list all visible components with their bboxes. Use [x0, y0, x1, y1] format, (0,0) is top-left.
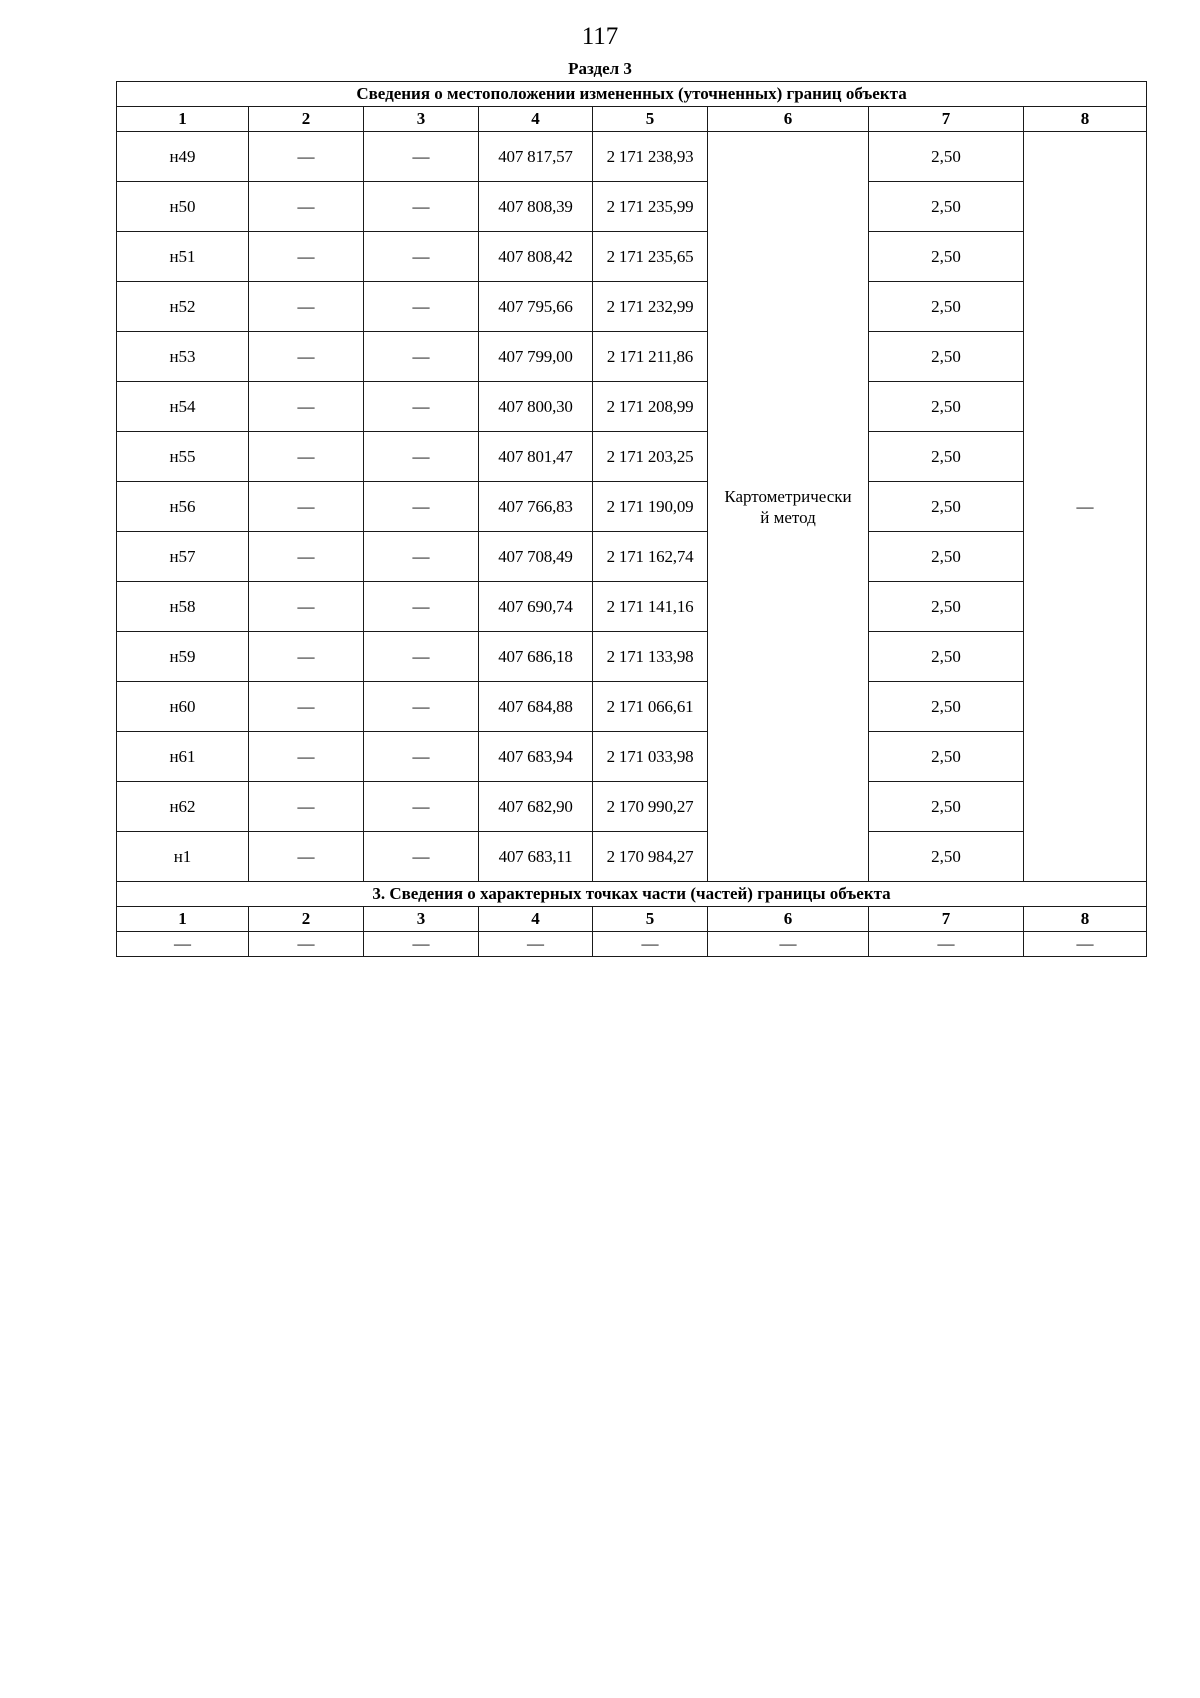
- method-cell: [708, 132, 869, 882]
- method-line-1: Картометрически: [724, 486, 852, 506]
- accuracy-value: 2,50: [869, 232, 1024, 282]
- point-name: н61: [117, 732, 249, 782]
- col3-value: —: [364, 682, 479, 732]
- column-number: 6: [708, 107, 869, 132]
- point-name: н1: [117, 832, 249, 882]
- y-coordinate: 2 171 232,99: [593, 282, 708, 332]
- col3-value: —: [364, 582, 479, 632]
- y-coordinate: 2 171 203,25: [593, 432, 708, 482]
- parts-title-row: [117, 882, 1147, 907]
- accuracy-value: 2,50: [869, 632, 1024, 682]
- x-coordinate: 407 799,00: [479, 332, 593, 382]
- accuracy-value: 2,50: [869, 182, 1024, 232]
- accuracy-value: 2,50: [869, 832, 1024, 882]
- point-name: н62: [117, 782, 249, 832]
- y-coordinate: 2 171 033,98: [593, 732, 708, 782]
- point-name: н57: [117, 532, 249, 582]
- page-number: 117: [581, 23, 619, 50]
- y-coordinate: 2 171 162,74: [593, 532, 708, 582]
- y-coordinate: 2 171 190,09: [593, 482, 708, 532]
- x-coordinate: 407 817,57: [479, 132, 593, 182]
- accuracy-value: 2,50: [869, 532, 1024, 582]
- point-name: н52: [117, 282, 249, 332]
- col2-value: —: [249, 582, 364, 632]
- point-name: н55: [117, 432, 249, 482]
- col3-value: —: [364, 182, 479, 232]
- point-name: н51: [117, 232, 249, 282]
- y-coordinate: 2 170 984,27: [593, 832, 708, 882]
- parts-values-row: [117, 932, 1147, 957]
- parts-title: 3. Сведения о характерных точках части (частей) границы объекта: [117, 882, 1147, 907]
- column-numbers-row: [117, 107, 1147, 132]
- point-name: н50: [117, 182, 249, 232]
- accuracy-value: 2,50: [869, 582, 1024, 632]
- x-coordinate: 407 795,66: [479, 282, 593, 332]
- accuracy-value: 2,50: [869, 732, 1024, 782]
- x-coordinate: 407 684,88: [479, 682, 593, 732]
- column-number: 5: [593, 907, 708, 932]
- col3-value: —: [364, 432, 479, 482]
- table-row: [117, 132, 1147, 182]
- x-coordinate: 407 682,90: [479, 782, 593, 832]
- table-row: [117, 532, 1147, 582]
- parts-value: —: [708, 932, 869, 957]
- col2-value: —: [249, 282, 364, 332]
- accuracy-value: 2,50: [869, 782, 1024, 832]
- y-coordinate: 2 171 235,65: [593, 232, 708, 282]
- y-coordinate: 2 171 066,61: [593, 682, 708, 732]
- column-number: 7: [869, 107, 1024, 132]
- col3-value: —: [364, 482, 479, 532]
- col3-value: —: [364, 782, 479, 832]
- table-row: [117, 782, 1147, 832]
- col2-value: —: [249, 132, 364, 182]
- x-coordinate: 407 683,11: [479, 832, 593, 882]
- point-name: н58: [117, 582, 249, 632]
- parts-value: —: [364, 932, 479, 957]
- table-row: [117, 282, 1147, 332]
- column-number: 3: [364, 107, 479, 132]
- point-name: н54: [117, 382, 249, 432]
- parts-value: —: [869, 932, 1024, 957]
- table-title: Сведения о местоположении измененных (уточненных) границ объекта: [117, 82, 1147, 107]
- column-number: 2: [249, 907, 364, 932]
- column-number: 1: [117, 107, 249, 132]
- parts-value: —: [249, 932, 364, 957]
- col3-value: —: [364, 132, 479, 182]
- col3-value: —: [364, 832, 479, 882]
- column-number: 7: [869, 907, 1024, 932]
- x-coordinate: 407 683,94: [479, 732, 593, 782]
- y-coordinate: 2 171 133,98: [593, 632, 708, 682]
- x-coordinate: 407 766,83: [479, 482, 593, 532]
- col2-value: —: [249, 682, 364, 732]
- col3-value: —: [364, 282, 479, 332]
- accuracy-value: 2,50: [869, 382, 1024, 432]
- boundary-coordinates-table: [116, 81, 1147, 957]
- method-line-2: й метод: [760, 507, 816, 527]
- x-coordinate: 407 800,30: [479, 382, 593, 432]
- col2-value: —: [249, 832, 364, 882]
- point-name: н53: [117, 332, 249, 382]
- accuracy-value: 2,50: [869, 132, 1024, 182]
- table-row: [117, 382, 1147, 432]
- column-number: 8: [1024, 107, 1147, 132]
- parts-value: —: [1024, 932, 1147, 957]
- col8-value: —: [1024, 132, 1147, 882]
- col2-value: —: [249, 332, 364, 382]
- table-row: [117, 432, 1147, 482]
- table-row: [117, 632, 1147, 682]
- accuracy-value: 2,50: [869, 482, 1024, 532]
- col3-value: —: [364, 732, 479, 782]
- y-coordinate: 2 171 141,16: [593, 582, 708, 632]
- table-row: [117, 682, 1147, 732]
- col2-value: —: [249, 782, 364, 832]
- y-coordinate: 2 171 211,86: [593, 332, 708, 382]
- y-coordinate: 2 171 235,99: [593, 182, 708, 232]
- column-number: 6: [708, 907, 869, 932]
- y-coordinate: 2 171 238,93: [593, 132, 708, 182]
- x-coordinate: 407 808,39: [479, 182, 593, 232]
- x-coordinate: 407 808,42: [479, 232, 593, 282]
- table-row: [117, 332, 1147, 382]
- col2-value: —: [249, 482, 364, 532]
- x-coordinate: 407 690,74: [479, 582, 593, 632]
- parts-value: —: [593, 932, 708, 957]
- column-number: 5: [593, 107, 708, 132]
- accuracy-value: 2,50: [869, 332, 1024, 382]
- column-number: 3: [364, 907, 479, 932]
- column-number: 4: [479, 907, 593, 932]
- col3-value: —: [364, 232, 479, 282]
- accuracy-value: 2,50: [869, 282, 1024, 332]
- point-name: н56: [117, 482, 249, 532]
- y-coordinate: 2 171 208,99: [593, 382, 708, 432]
- table-row: [117, 832, 1147, 882]
- col3-value: —: [364, 382, 479, 432]
- x-coordinate: 407 801,47: [479, 432, 593, 482]
- column-number: 2: [249, 107, 364, 132]
- y-coordinate: 2 170 990,27: [593, 782, 708, 832]
- accuracy-value: 2,50: [869, 432, 1024, 482]
- col2-value: —: [249, 382, 364, 432]
- section-title: Раздел 3: [568, 59, 632, 78]
- col2-value: —: [249, 532, 364, 582]
- parts-value: —: [117, 932, 249, 957]
- table-row: [117, 182, 1147, 232]
- point-name: н60: [117, 682, 249, 732]
- column-number: 4: [479, 107, 593, 132]
- col2-value: —: [249, 732, 364, 782]
- table-row: [117, 482, 1147, 532]
- parts-column-numbers-row: [117, 907, 1147, 932]
- x-coordinate: 407 686,18: [479, 632, 593, 682]
- col2-value: —: [249, 232, 364, 282]
- parts-value: —: [479, 932, 593, 957]
- col2-value: —: [249, 632, 364, 682]
- col2-value: —: [249, 432, 364, 482]
- col3-value: —: [364, 332, 479, 382]
- col2-value: —: [249, 182, 364, 232]
- column-number: 1: [117, 907, 249, 932]
- table-row: [117, 732, 1147, 782]
- table-row: [117, 232, 1147, 282]
- col3-value: —: [364, 632, 479, 682]
- point-name: н49: [117, 132, 249, 182]
- x-coordinate: 407 708,49: [479, 532, 593, 582]
- accuracy-value: 2,50: [869, 682, 1024, 732]
- table-title-row: [117, 82, 1147, 107]
- table-row: [117, 582, 1147, 632]
- point-name: н59: [117, 632, 249, 682]
- column-number: 8: [1024, 907, 1147, 932]
- col3-value: —: [364, 532, 479, 582]
